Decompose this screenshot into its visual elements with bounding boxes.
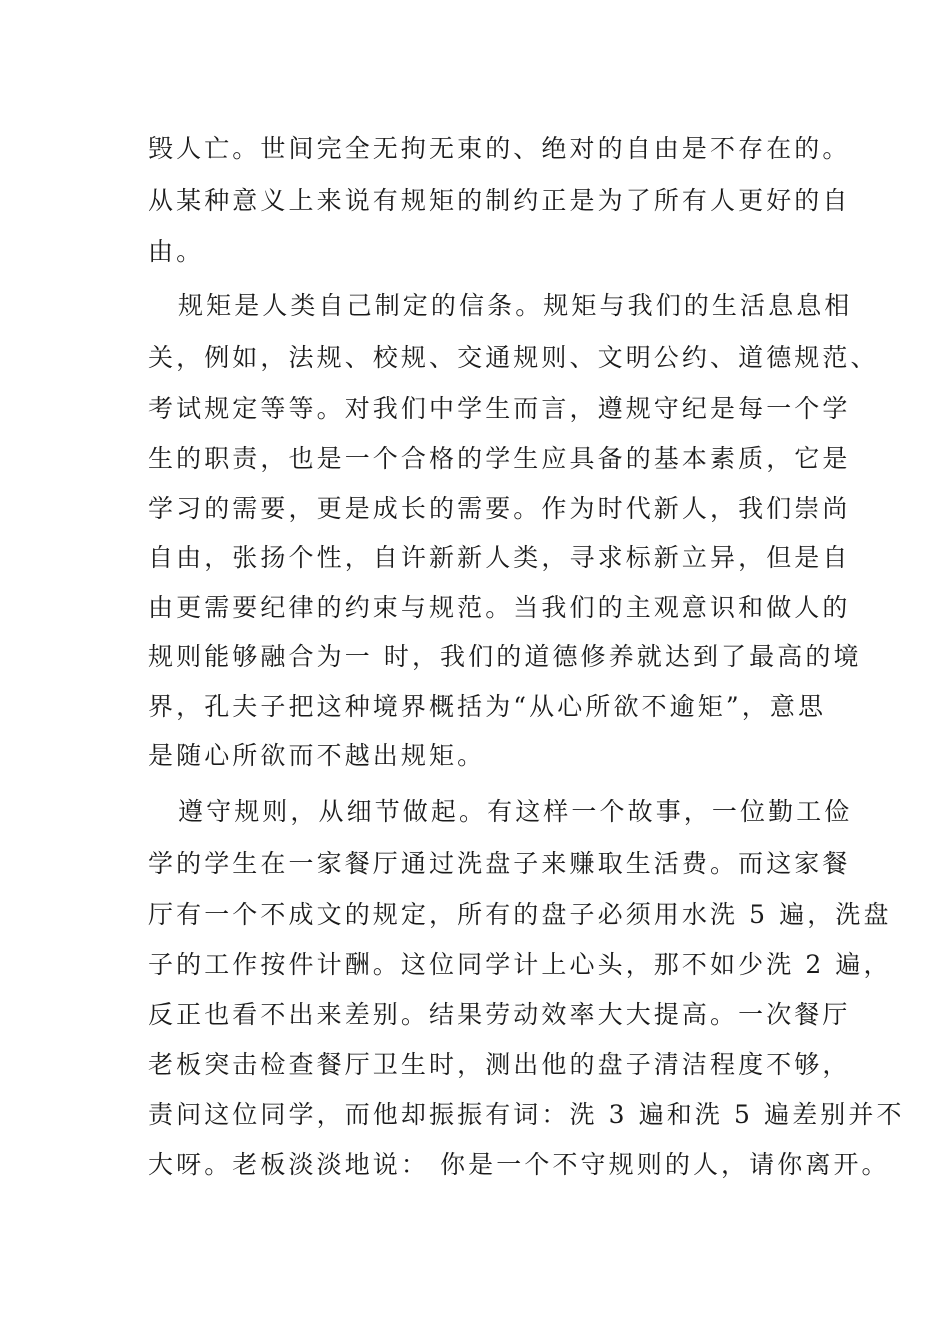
text-line: 大呀。老板淡淡地说： 你是一个不守规则的人，请你离开。 bbox=[148, 1150, 890, 1179]
text-line: 规则能够融合为一 时，我们的道德修养就达到了最高的境 bbox=[148, 642, 862, 671]
text-line: 责问这位同学，而他却振振有词：洗 3 遍和洗 5 遍差别并不 bbox=[148, 1100, 905, 1129]
text-line: 是随心所欲而不越出规矩。 bbox=[148, 741, 486, 770]
text-line: 关，例如，法规、校规、交通规则、文明公约、道德规范、 bbox=[148, 343, 879, 372]
text-line: 遵守规则，从细节做起。有这样一个故事，一位勤工俭 bbox=[178, 797, 853, 826]
text-line: 由更需要纪律的约束与规范。当我们的主观意识和做人的 bbox=[148, 593, 851, 622]
text-line: 由。 bbox=[148, 237, 205, 266]
text-line: 规矩是人类自己制定的信条。规矩与我们的生活息息相 bbox=[178, 291, 853, 320]
text-line: 厅有一个不成文的规定，所有的盘子必须用水洗 5 遍，洗盘 bbox=[148, 900, 892, 929]
text-line: 自由，张扬个性，自许新新人类，寻求标新立异，但是自 bbox=[148, 543, 851, 572]
text-line: 反正也看不出来差别。结果劳动效率大大提高。一次餐厅 bbox=[148, 1000, 851, 1029]
text-line: 学习的需要，更是成长的需要。作为时代新人，我们崇尚 bbox=[148, 494, 851, 523]
text-line: 老板突击检查餐厅卫生时，测出他的盘子清洁程度不够， bbox=[148, 1050, 851, 1079]
text-line: 从某种意义上来说有规矩的制约正是为了所有人更好的自 bbox=[148, 186, 851, 215]
text-line: 生的职责，也是一个合格的学生应具备的基本素质，它是 bbox=[148, 444, 851, 473]
text-line: 界，孔夫子把这种境界概括为“从心所欲不逾矩”，意思 bbox=[148, 692, 827, 721]
text-line: 学的学生在一家餐厅通过洗盘子来赚取生活费。而这家餐 bbox=[148, 849, 851, 878]
text-line: 子的工作按件计酬。这位同学计上心头，那不如少洗 2 遍， bbox=[148, 950, 892, 979]
text-line: 毁人亡。世间完全无拘无束的、绝对的自由是不存在的。 bbox=[148, 134, 851, 163]
text-line: 考试规定等等。对我们中学生而言，遵规守纪是每一个学 bbox=[148, 394, 851, 423]
